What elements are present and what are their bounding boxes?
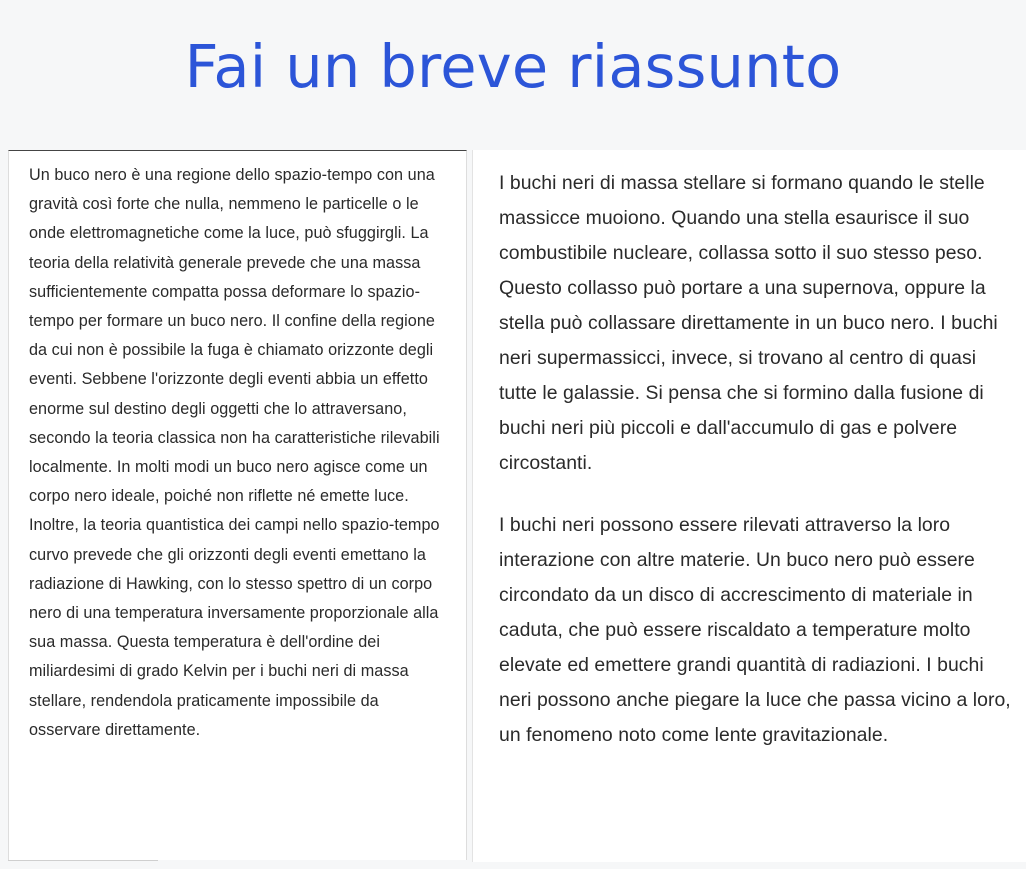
source-text-panel[interactable] [8, 150, 467, 860]
page-title: Fai un breve riassunto [184, 31, 842, 101]
title-bar [0, 0, 1026, 140]
summary-paragraph: I buchi neri di massa stellare si formano quando le stelle massicce muoiono. Quando una stella esaurisce il suo combustibile nucleare, collassa sotto il suo stesso peso. Questo collasso può portare a una supernova, oppure la stella può collassare direttamente in un buco nero. I buchi neri supermassicci, invece, si trovano al centro di quasi tutte le galassie. Si pensa che si formino dalla fusione di buchi neri più piccoli e dall'accumulo di gas e polvere circostanti. [499, 172, 998, 474]
summary-panel[interactable] [472, 150, 1026, 862]
summary-paragraph: I buchi neri possono essere rilevati attraverso la loro interazione con altre materie. Un buco nero può essere circondato da un disco di accrescimento di materiale in caduta, che può essere riscaldato a temperature molto elevate ed emettere grandi quantità di radiazioni. I buchi neri possono anche piegare la luce che passa vicino a loro, un fenomeno noto come lente gravitazionale. [499, 514, 1011, 746]
source-text: Un buco nero è una regione dello spazio-tempo con una gravità così forte che nulla, nemmeno le particelle o le onde elettromagnetiche come la luce, può sfuggirgli. La teoria della relatività generale prevede che una massa sufficientemente compatta possa deformare lo spazio-tempo per formare un buco nero. Il confine della regione da cui non è possibile la fuga è chiamato orizzonte degli eventi. Sebbene l'orizzonte degli eventi abbia un effetto enorme sul destino degli oggetti che lo attraversano, secondo la teoria classica non ha caratteristiche rilevabili localmente. In molti modi un buco nero agisce come un corpo nero ideale, poiché non riflette né emette luce. Inoltre, la teoria quantistica dei campi nello spazio-tempo curvo prevede che gli orizzonti degli eventi emettano la radiazione di Hawking, con lo stesso spettro di un corpo nero di una temperatura inversamente proporzionale alla sua massa. Questa temperatura è dell'ordine dei miliardesimi di grado Kelvin per i buchi neri di massa stellare, rendendola praticamente impossibile da osservare direttamente. [29, 166, 440, 739]
